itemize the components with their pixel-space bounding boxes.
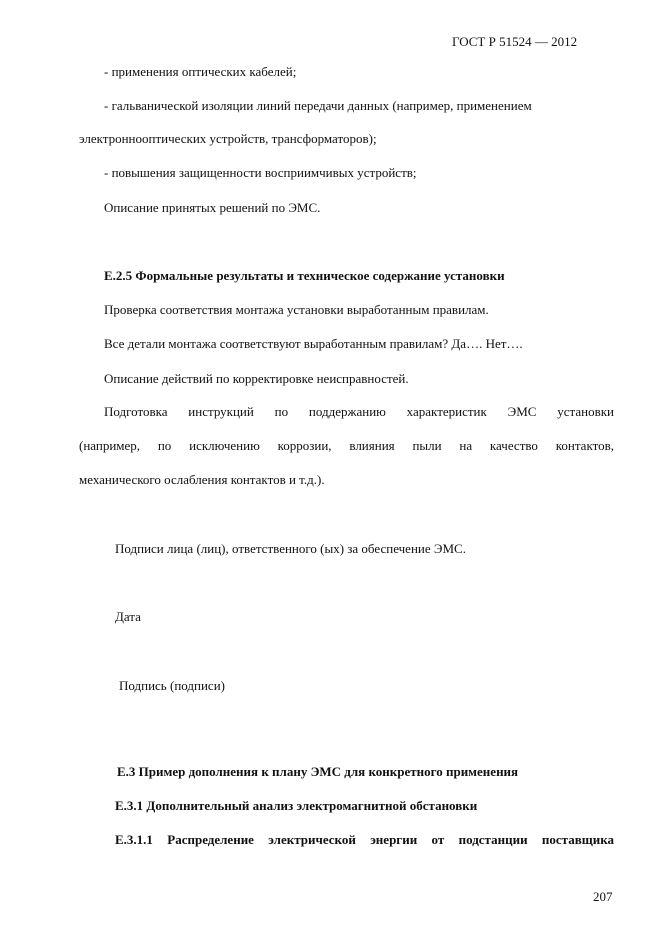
paragraph-instructions-line3: механического ослабления контактов и т.д.). bbox=[79, 472, 325, 487]
text-emc-decisions: Описание принятых решений по ЭМС. bbox=[104, 200, 321, 215]
list-item-optical-cables: - применения оптических кабелей; bbox=[104, 64, 297, 79]
date-label: Дата bbox=[115, 609, 141, 624]
text-details-question: Все детали монтажа соответствуют выработанным правилам? Да…. Нет…. bbox=[104, 336, 523, 351]
heading-e311: Е.3.1.1 Распределение электрической энергии от подстанции поставщика bbox=[115, 832, 614, 847]
signatures-responsible: Подписи лица (лиц), ответственного (ых) за обеспечение ЭМС. bbox=[115, 541, 466, 556]
header-doc-id: ГОСТ Р 51524 — 2012 bbox=[452, 34, 578, 49]
signature-label: Подпись (подписи) bbox=[119, 678, 225, 693]
heading-e3: Е.3 Пример дополнения к плану ЭМС для конкретного применения bbox=[117, 764, 519, 779]
list-item-galvanic-isolation-cont: электроннооптических устройств, трансформаторов); bbox=[79, 131, 377, 146]
paragraph-instructions-line1: Подготовка инструкций по поддержанию характеристик ЭМС установки bbox=[104, 404, 614, 419]
text-installation-check: Проверка соответствия монтажа установки выработанным правилам. bbox=[104, 302, 489, 317]
heading-e31: Е.3.1 Дополнительный анализ электромагнитной обстановки bbox=[115, 798, 478, 813]
list-item-susceptible-devices: - повышения защищенности восприимчивых устройств; bbox=[104, 165, 417, 180]
paragraph-instructions-line2: (например, по исключению коррозии, влияния пыли на качество контактов, bbox=[79, 438, 614, 453]
page-number: 207 bbox=[593, 889, 613, 904]
text-correction-actions: Описание действий по корректировке неисправностей. bbox=[104, 371, 409, 386]
heading-e25: Е.2.5 Формальные результаты и техническое содержание установки bbox=[104, 268, 505, 283]
list-item-galvanic-isolation: - гальванической изоляции линий передачи данных (например, применением bbox=[104, 98, 532, 113]
